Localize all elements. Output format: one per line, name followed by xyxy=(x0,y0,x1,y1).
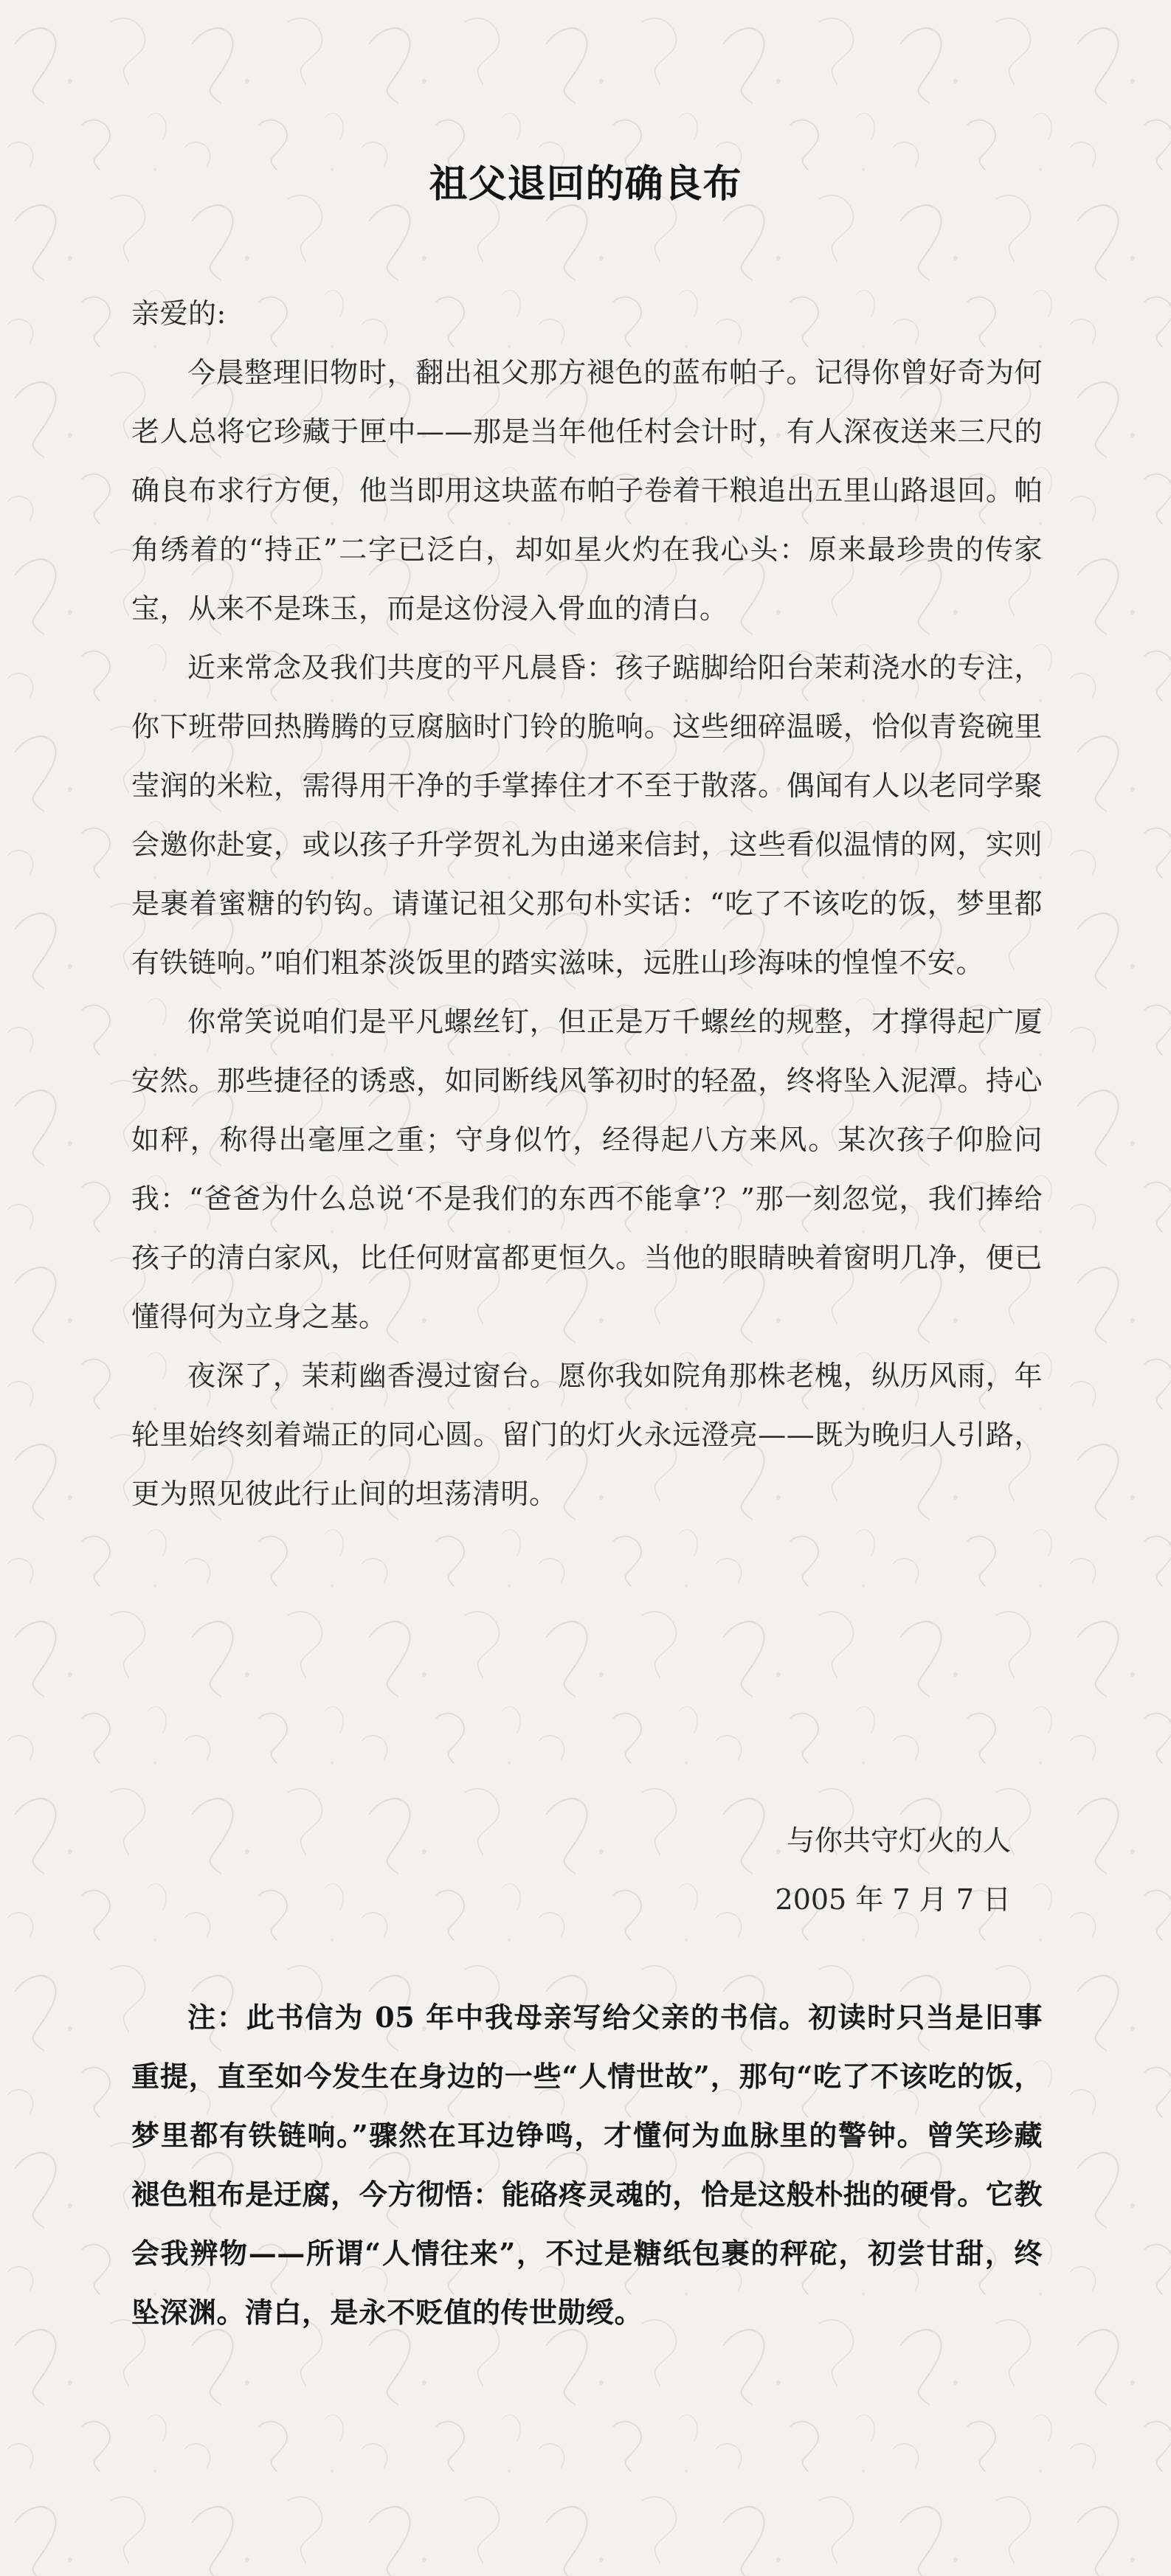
author-note xyxy=(131,1988,1043,2342)
letter-date: 2005 年 7 月 7 日 xyxy=(775,1883,1011,1916)
letter-closing: 与你共守灯火的人 xyxy=(786,1824,1011,1857)
author-note-text: 注：此书信为 05 年中我母亲写给父亲的书信。初读时只当是旧事重提，直至如今发生在身边的一些“人情世故”，那句“吃了不该吃的饭，梦里都有铁链响。”骤然在耳边铮鸣，才懂何为血脉里的警钟。曾笑珍藏褪色粗布是迂腐，今方彻悟：能硌疼灵魂的，恰是这般朴拙的硬骨。它教会我辨物——所谓“人情往来”，不过是糖纸包裹的秤砣，初尝甘甜，终坠深渊。清白，是永不贬值的传世勋绶。 xyxy=(131,2001,1043,2329)
letter-body xyxy=(131,284,1043,1523)
letter-signature xyxy=(664,1811,1011,1929)
letter-paragraph-1: 今晨整理旧物时，翻出祖父那方褪色的蓝布帕子。记得你曾好奇为何老人总将它珍藏于匣中——那是当年他任村会计时，有人深夜送来三尺的确良布求行方便，他当即用这块蓝布帕子卷着干粮追出五里山路退回。帕角绣着的“持正”二字已泛白，却如星火灼在我心头：原来最珍贵的传家宝，从来不是珠玉，而是这份浸入骨血的清白。 xyxy=(131,356,1043,625)
letter-paragraph-2: 近来常念及我们共度的平凡晨昏：孩子踮脚给阳台茉莉浇水的专注，你下班带回热腾腾的豆腐脑时门铃的脆响。这些细碎温暖，恰似青瓷碗里莹润的米粒，需得用干净的手掌捧住才不至于散落。偶闻有人以老同学聚会邀你赴宴，或以孩子升学贺礼为由递来信封，这些看似温情的网，实则是裹着蜜糖的钓钩。请谨记祖父那句朴实话：“吃了不该吃的饭，梦里都有铁链响。”咱们粗茶淡饭里的踏实滋味，远胜山珍海味的惶惶不安。 xyxy=(131,651,1043,979)
letter-title: 祖父退回的确良布 xyxy=(429,161,742,207)
letter-paragraph-4: 夜深了，茉莉幽香漫过窗台。愿你我如院角那株老槐，纵历风雨，年轮里始终刻着端正的同心圆。留门的灯火永远澄亮——既为晚归人引路，更为照见彼此行止间的坦荡清明。 xyxy=(131,1360,1043,1510)
letter-paragraph-3: 你常笑说咱们是平凡螺丝钉，但正是万千螺丝的规整，才撑得起广厦安然。那些捷径的诱惑，如同断线风筝初时的轻盈，终将坠入泥潭。持心如秤，称得出毫厘之重；守身似竹，经得起八方来风。某次孩子仰脸问我：“爸爸为什么总说‘不是我们的东西不能拿’？”那一刻忽觉，我们捧给孩子的清白家风，比任何财富都更恒久。当他的眼睛映着窗明几净，便已懂得何为立身之基。 xyxy=(131,1005,1043,1333)
letter-salutation: 亲爱的: xyxy=(131,297,227,330)
